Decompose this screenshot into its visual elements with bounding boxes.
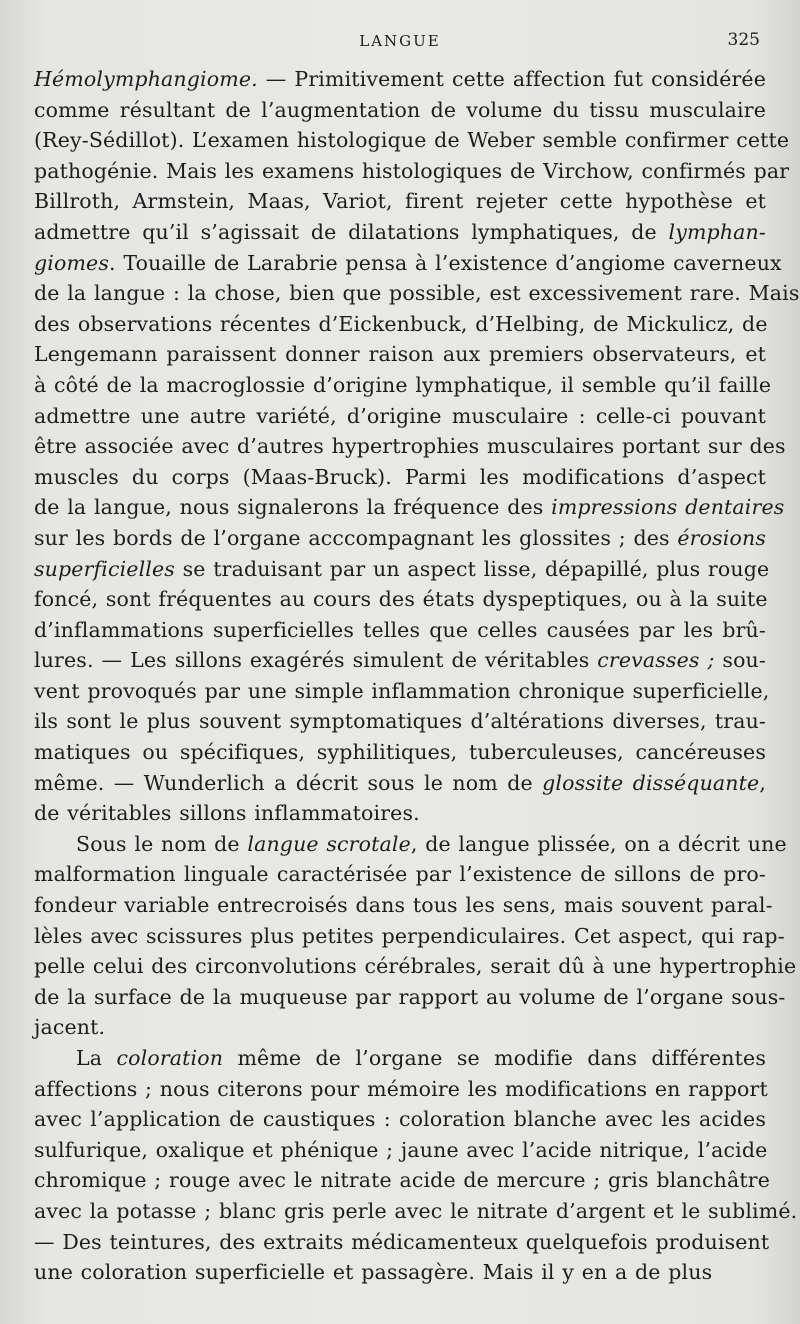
- text-segment: La: [76, 1046, 117, 1070]
- text-line: [34, 951, 797, 982]
- text-segment: affections ; nous citerons pour mémoire les modifications en rapport: [34, 1076, 768, 1101]
- page-number: 325: [727, 30, 760, 50]
- italic-term: giomes: [34, 250, 110, 275]
- text-segment: — Des teintures, des extraits médicamenteux quelquefois produisent: [34, 1229, 770, 1254]
- text-line: [34, 1165, 770, 1196]
- text-segment: jacent.: [34, 1015, 106, 1040]
- text-line: [34, 1227, 770, 1258]
- text-segment: une coloration superficielle et passagère. Mais il y en a de plus: [34, 1260, 713, 1285]
- text-segment: pelle celui des circonvolutions cérébrales, serait dû à une hypertrophie: [34, 954, 797, 979]
- text-segment: pathogénie. Mais les examens histologiques de Virchow, confirmés par: [34, 158, 790, 183]
- text-line: [34, 523, 766, 554]
- text-segment: sur les bords de l’organe acccompagnant les glossites ; des: [34, 525, 678, 550]
- italic-term: impressions dentaires: [551, 495, 785, 520]
- text-segment: chromique ; rouge avec le nitrate acide de mercure ; gris blanchâtre: [34, 1168, 770, 1193]
- text-line: [34, 676, 770, 707]
- text-line: [34, 1104, 766, 1135]
- text-segment: de la surface de la muqueuse par rapport au volume de l’organe sous-: [34, 984, 786, 1009]
- running-title: LANGUE: [359, 32, 441, 50]
- text-line: [34, 706, 766, 737]
- text-segment: sulfurique, oxalique et phénique ; jaune avec l’acide nitrique, l’acide: [34, 1137, 768, 1162]
- text-segment: . Touaille de Larabrie pensa à l’existence d’angiome caverneux: [109, 250, 782, 275]
- text-segment: vent provoqués par une simple inflammation chronique superficielle,: [34, 678, 770, 703]
- text-line: [34, 798, 766, 829]
- text-segment: d’inflammations superficielles telles que celles causées par les brû-: [34, 617, 766, 642]
- text-line: [34, 829, 787, 860]
- text-segment: de la langue, nous signalerons la fréquence des: [34, 495, 552, 520]
- text-line: [34, 125, 790, 156]
- text-segment: même. — Wunderlich a décrit sous le nom de: [34, 770, 543, 795]
- text-segment: de la langue : la chose, bien que possible, est excessivement rare. Mais: [34, 281, 800, 306]
- italic-term: Hémolymphangiome.: [34, 67, 258, 91]
- text-line: [34, 248, 782, 279]
- text-segment: sou-: [714, 648, 766, 673]
- text-segment: (Rey-Sédillot). L’examen histologique de Weber semble confirmer cette: [34, 128, 790, 153]
- text-line: [34, 1074, 766, 1105]
- text-segment: admettre une autre variété, d’origine musculaire : celle-ci pouvant: [34, 403, 766, 428]
- text-segment: comme résultant de l’augmentation de volume du tissu musculaire: [34, 97, 766, 122]
- text-line: [34, 890, 773, 921]
- text-segment: lèles avec scissures plus petites perpendiculaires. Cet aspect, qui rap-: [34, 923, 785, 948]
- body-text: [34, 64, 800, 1288]
- text-line: [34, 615, 766, 646]
- text-line: [34, 584, 766, 615]
- text-segment: avec l’application de caustiques : coloration blanche avec les acides: [34, 1107, 766, 1132]
- text-line: [34, 370, 772, 401]
- text-line: [34, 217, 766, 248]
- text-line: [34, 64, 766, 95]
- text-segment: de véritables sillons inflammatoires.: [34, 801, 420, 826]
- text-line: [34, 1196, 798, 1227]
- text-segment: muscles du corps (Maas-Bruck). Parmi les modifications d’aspect: [34, 464, 766, 489]
- italic-term: coloration: [116, 1046, 224, 1070]
- text-line: [34, 492, 785, 523]
- italic-term: crevasses ;: [597, 648, 715, 673]
- text-line: [34, 339, 766, 370]
- text-line: [34, 1043, 766, 1074]
- text-line: [34, 1257, 766, 1288]
- italic-term: glossite disséquante: [542, 770, 760, 795]
- text-segment: Lengemann paraissent donner raison aux premiers observateurs, et: [34, 342, 766, 367]
- text-line: [34, 462, 766, 493]
- page-header: [0, 28, 800, 58]
- text-line: [34, 768, 766, 799]
- italic-term: érosions: [677, 525, 766, 550]
- text-segment: se traduisant par un aspect lisse, dépapillé, plus rouge: [174, 556, 770, 581]
- text-segment: ,: [759, 770, 766, 795]
- text-line: [34, 156, 790, 187]
- text-segment: Billroth, Armstein, Maas, Variot, firent rejeter cette hypothèse et: [34, 189, 766, 214]
- text-line: [34, 309, 766, 340]
- text-line: [34, 921, 785, 952]
- text-segment: même de l’organe se modifie dans différentes: [223, 1046, 766, 1070]
- text-segment: lures. — Les sillons exagérés simulent de véritables: [34, 648, 598, 673]
- text-line: [34, 401, 766, 432]
- text-segment: fondeur variable entrecroisés dans tous les sens, mais souvent paral-: [34, 893, 773, 918]
- italic-term: superficielles: [34, 556, 175, 581]
- text-line: [34, 645, 766, 676]
- text-segment: des observations récentes d’Eickenbuck, d’Helbing, de Mickulicz, de: [34, 311, 768, 336]
- text-segment: admettre qu’il s’agissait de dilatations lymphatiques, de: [34, 219, 669, 244]
- text-line: [34, 278, 800, 309]
- text-segment: malformation linguale caractérisée par l’existence de sillons de pro-: [34, 862, 766, 887]
- text-line: [34, 95, 766, 126]
- italic-term: langue scrotale: [247, 831, 411, 856]
- text-line: [34, 737, 766, 768]
- text-segment: Sous le nom de: [76, 831, 248, 856]
- text-line: [34, 1135, 766, 1166]
- text-segment: matiques ou spécifiques, syphilitiques, tuberculeuses, cancéreuses: [34, 740, 766, 765]
- text-line: [34, 1012, 766, 1043]
- text-line: [34, 186, 766, 217]
- text-line: [34, 982, 786, 1013]
- text-line: [34, 859, 766, 890]
- text-segment: avec la potasse ; blanc gris perle avec le nitrate d’argent et le sublimé.: [34, 1198, 798, 1223]
- italic-term: lymphan-: [668, 219, 766, 244]
- text-segment: à côté de la macroglossie d’origine lymphatique, il semble qu’il faille: [34, 372, 772, 397]
- text-segment: ils sont le plus souvent symptomatiques d’altérations diverses, trau-: [34, 709, 766, 734]
- text-segment: — Primitivement cette affection fut considérée: [257, 67, 766, 91]
- text-segment: être associée avec d’autres hypertrophies musculaires portant sur des: [34, 434, 786, 459]
- text-line: [34, 554, 770, 585]
- text-segment: foncé, sont fréquentes au cours des états dyspeptiques, ou à la suite: [34, 587, 768, 612]
- text-line: [34, 431, 786, 462]
- text-segment: , de langue plissée, on a décrit une: [410, 831, 787, 856]
